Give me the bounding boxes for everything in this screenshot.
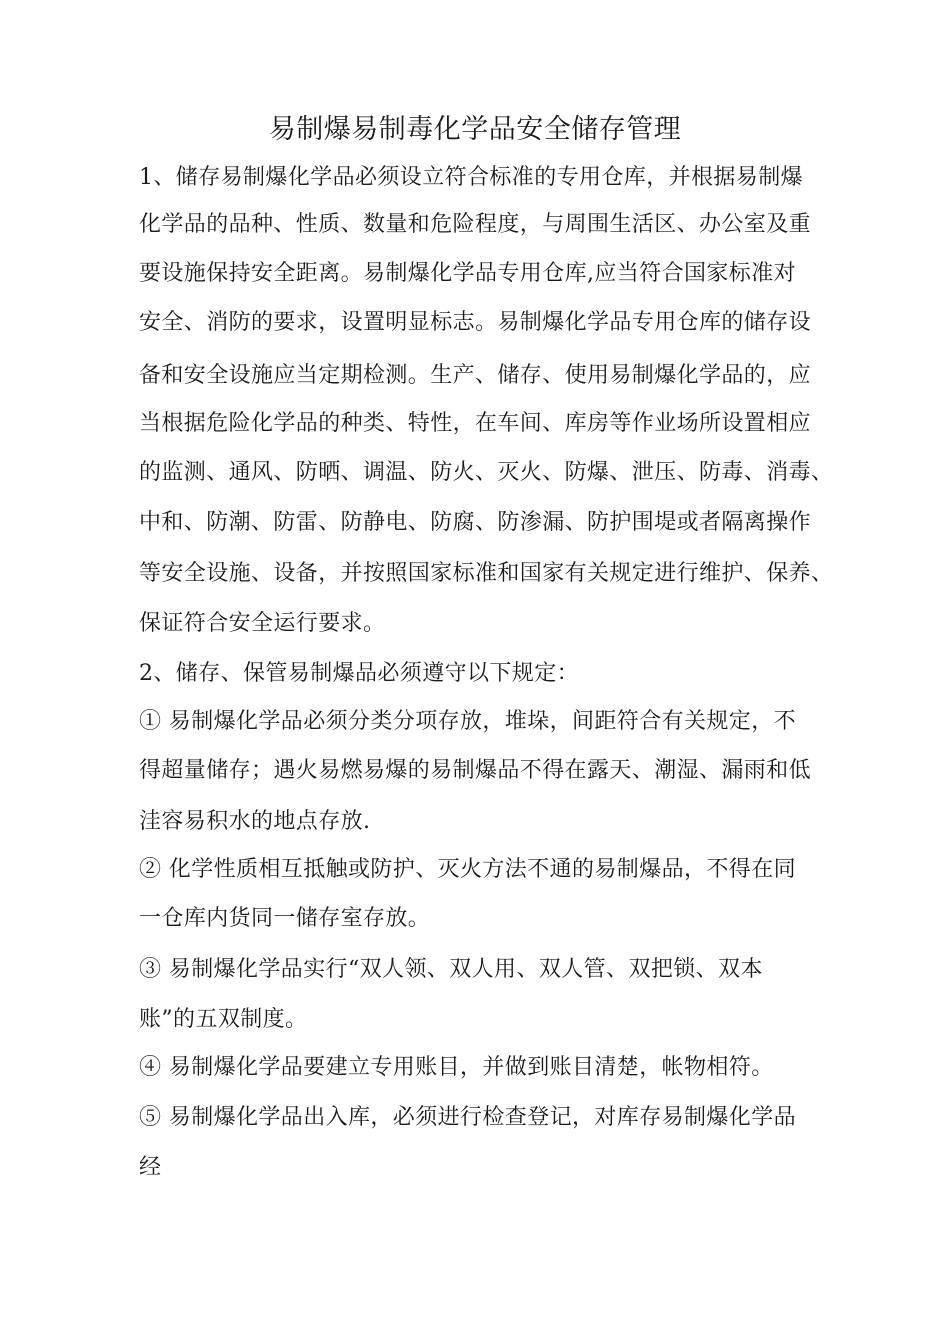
list-item-4: ④ 易制爆化学品要建立专用账目，并做到账目清楚，帐物相符。	[139, 1055, 774, 1080]
text-line: 得超量储存；遇火易燃易爆的易制爆品不得在露天、潮湿、漏雨和低	[139, 758, 812, 783]
section-heading: 2、储存、保管易制爆品必须遵守以下规定：	[139, 661, 579, 686]
text-line: 一仓库内货同一储存室存放。	[139, 906, 431, 931]
list-item-2: ② 化学性质相互抵触或防护、灭火方法不通的易制爆品，不得在同	[139, 857, 796, 882]
list-item-5: ⑤ 易制爆化学品出入库，必须进行检查登记，对库存易制爆化学品	[139, 1105, 796, 1130]
document-title: 易制爆易制毒化学品安全储存管理	[268, 114, 682, 145]
text-line: 经	[139, 1155, 162, 1180]
text-line: 的监测、通风、防晒、调温、防火、灭火、防爆、泄压、防毒、消毒、	[139, 460, 834, 485]
text-line: 化学品的品种、性质、数量和危险程度，与周围生活区、办公室及重	[139, 212, 812, 237]
text-line: 保证符合安全运行要求。	[139, 611, 386, 636]
text-line: 等安全设施、设备，并按照国家标准和国家有关规定进行维护、保养、	[139, 561, 834, 586]
text-line: 1、储存易制爆化学品必须设立符合标准的专用仓库，并根据易制爆	[139, 165, 803, 190]
text-line: 要设施保持安全距离。易制爆化学品专用仓库,应当符合国家标准对	[139, 261, 796, 286]
text-line: 当根据危险化学品的种类、特性，在车间、库房等作业场所设置相应	[139, 411, 812, 436]
text-line: 中和、防潮、防雷、防静电、防腐、防渗漏、防护围堤或者隔离操作	[139, 510, 812, 535]
text-line: 备和安全设施应当定期检测。生产、储存、使用易制爆化学品的，应	[139, 363, 812, 388]
text-line: 安全、消防的要求，设置明显标志。易制爆化学品专用仓库的储存设	[139, 310, 812, 335]
list-item-3: ③ 易制爆化学品实行“双人领、双人用、双人管、双把锁、双本	[139, 957, 763, 982]
list-item-1: ① 易制爆化学品必须分类分项存放，堆垛，间距符合有关规定，不	[139, 709, 796, 734]
text-line: 账”的五双制度。	[139, 1007, 308, 1032]
text-line: 洼容易积水的地点存放.	[139, 809, 371, 834]
